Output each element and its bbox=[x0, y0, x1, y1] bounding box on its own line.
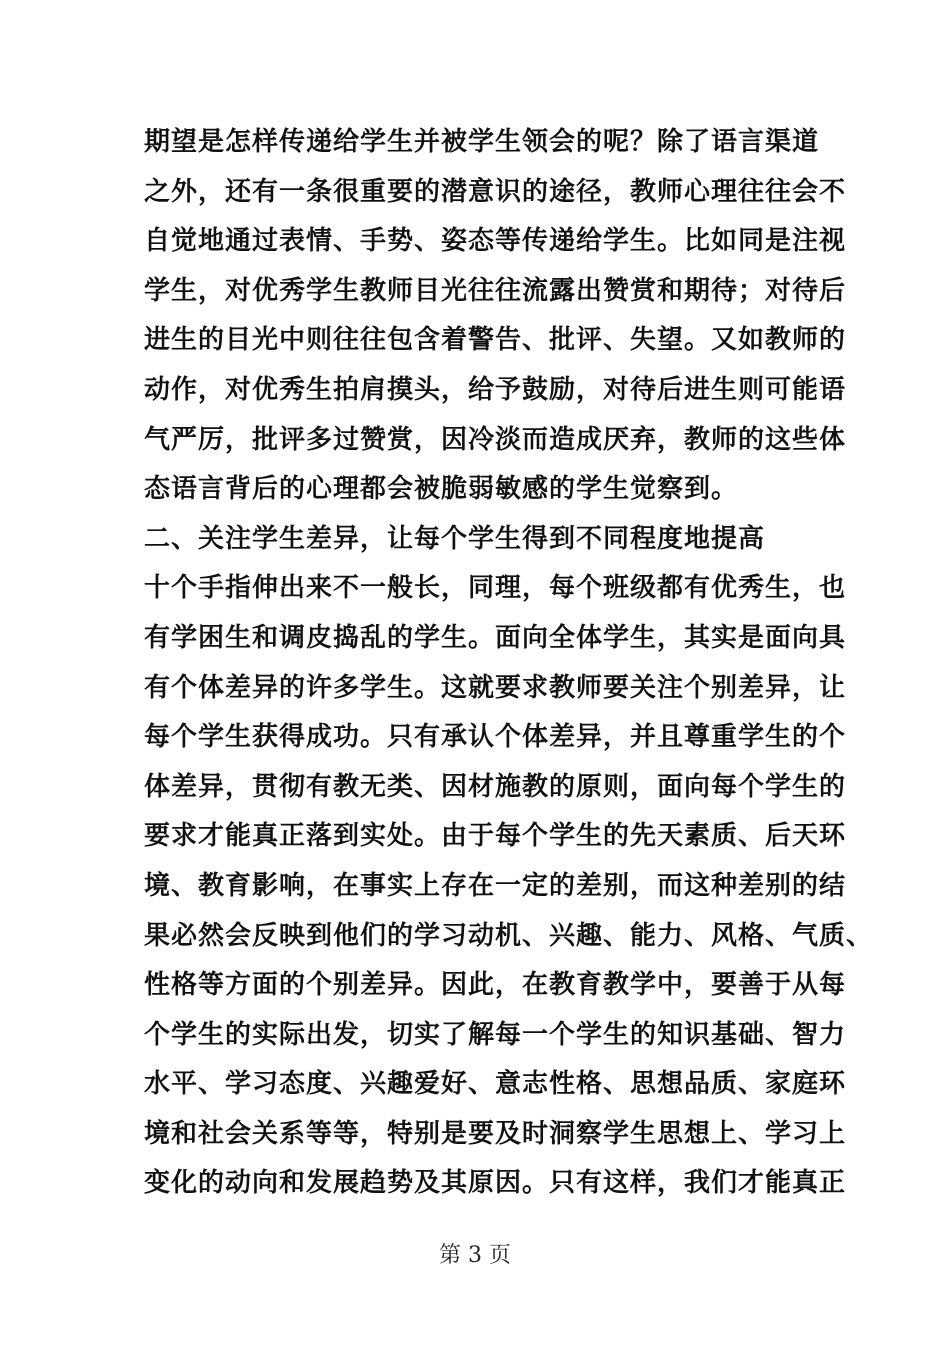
text-line: 有学困生和调皮捣乱的学生。面向全体学生，其实是面向具 bbox=[144, 622, 847, 653]
text-line: 果必然会反映到他们的学习动机、兴趣、能力、风格、气质、 bbox=[144, 920, 874, 951]
text-line: 学生，对优秀学生教师目光往往流露出赞赏和期待；对待后 bbox=[144, 275, 847, 306]
body-text bbox=[144, 118, 874, 1209]
page-number: 第 3 页 bbox=[439, 1243, 511, 1268]
text-line: 之外，还有一条很重要的潜意识的途径，教师心理往往会不 bbox=[144, 176, 847, 207]
text-line: 性格等方面的个别差异。因此，在教育教学中，要善于从每 bbox=[144, 970, 847, 1001]
text-line: 气严厉，批评多过赞赏，因冷淡而造成厌弃，教师的这些体 bbox=[144, 424, 847, 455]
text-line: 进生的目光中则往往包含着警告、批评、失望。又如教师的 bbox=[144, 325, 847, 356]
text-line: 个学生的实际出发，切实了解每一个学生的知识基础、智力 bbox=[144, 1019, 847, 1050]
section-heading: 二、关注学生差异，让每个学生得到不同程度地提高 bbox=[144, 523, 766, 554]
text-line: 境、教育影响，在事实上存在一定的差别，而这种差别的结 bbox=[144, 870, 847, 901]
text-line: 自觉地通过表情、手势、姿态等传递给学生。比如同是注视 bbox=[144, 226, 847, 257]
text-line: 每个学生获得成功。只有承认个体差异，并且尊重学生的个 bbox=[144, 722, 847, 753]
text-line: 变化的动向和发展趋势及其原因。只有这样，我们才能真正 bbox=[144, 1168, 847, 1199]
text-line: 期望是怎样传递给学生并被学生领会的呢？除了语言渠道 bbox=[144, 127, 820, 157]
text-line: 境和社会关系等等，特别是要及时洞察学生思想上、学习上 bbox=[144, 1118, 847, 1149]
text-line: 水平、学习态度、兴趣爱好、意志性格、思想品质、家庭环 bbox=[144, 1069, 847, 1100]
text-line: 要求才能真正落到实处。由于每个学生的先天素质、后天环 bbox=[144, 821, 847, 852]
text-line: 态语言背后的心理都会被脆弱敏感的学生觉察到。 bbox=[144, 474, 739, 505]
text-line: 有个体差异的许多学生。这就要求教师要关注个别差异，让 bbox=[144, 672, 847, 703]
text-line: 动作，对优秀生拍肩摸头，给予鼓励，对待后进生则可能语 bbox=[144, 374, 847, 405]
text-line: 十个手指伸出来不一般长，同理，每个班级都有优秀生，也 bbox=[144, 573, 847, 604]
text-line: 体差异，贯彻有教无类、因材施教的原则，面向每个学生的 bbox=[144, 771, 847, 802]
